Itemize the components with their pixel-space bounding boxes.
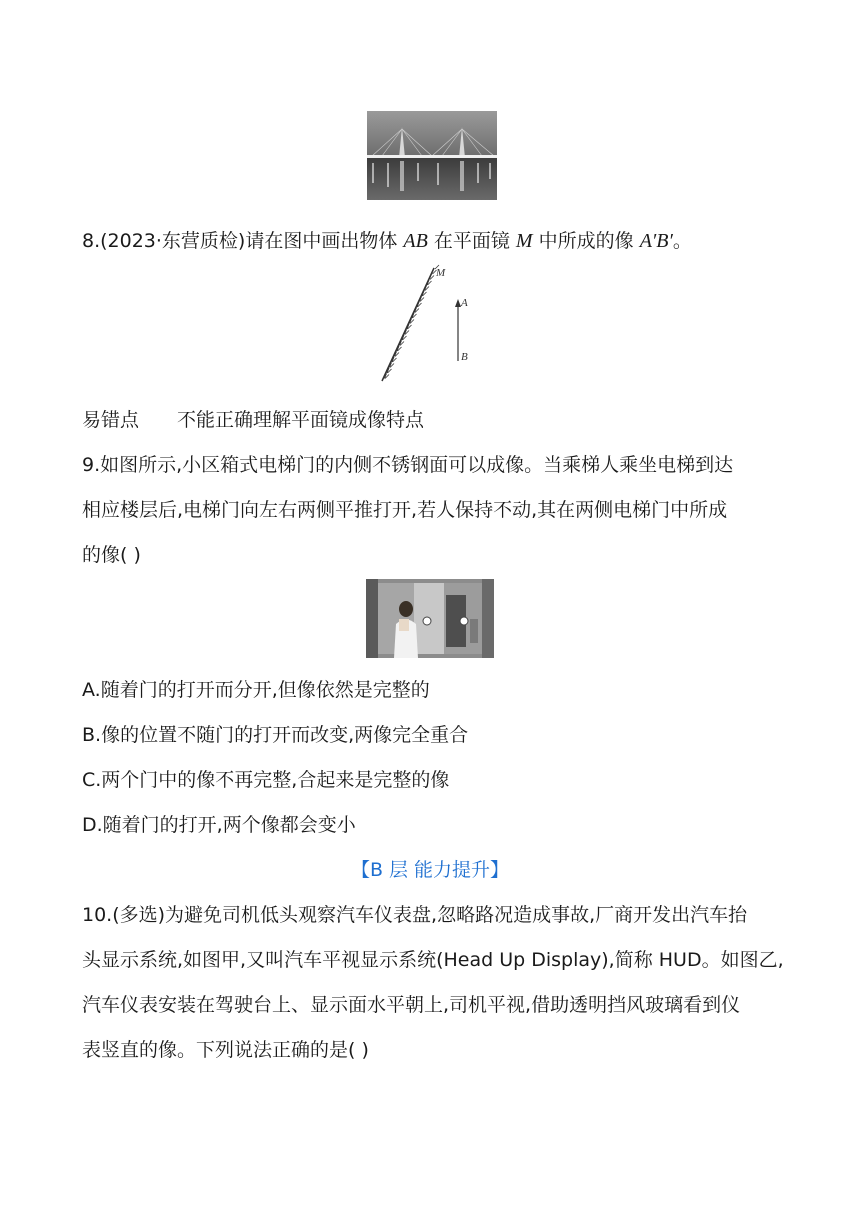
q8-image-ab: A′B′ [639, 230, 673, 252]
option-c: C.两个门中的像不再完整,合起来是完整的像 [82, 769, 450, 791]
question-10-line-1: 10.(多选)为避免司机低头观察汽车仪表盘,忽略路况造成事故,厂商开发出汽车抬 [82, 904, 748, 926]
q8-text-mid2: 中所成的像 [532, 230, 640, 252]
bridge-night-photo [367, 111, 497, 200]
q8-text-mid: 在平面镜 [427, 230, 516, 252]
q8-mirror-m: M [515, 230, 533, 252]
question-8 [82, 229, 692, 253]
option-a: A.随着门的打开而分开,但像依然是完整的 [82, 679, 430, 701]
error-point [82, 408, 424, 432]
elevator-photo [366, 579, 494, 658]
question-9-line-2: 相应楼层后,电梯门向左右两侧平推打开,若人保持不动,其在两侧电梯门中所成 [82, 499, 728, 521]
question-9-line-3: 的像( ) [82, 544, 141, 566]
question-10-line-2: 头显示系统,如图甲,又叫汽车平视显示系统(Head Up Display),简称 HUD。如图乙, [82, 949, 784, 971]
question-10-line-4: 表竖直的像。下列说法正确的是( ) [82, 1039, 369, 1061]
point-label-a: A [461, 297, 468, 309]
q8-text-suffix: 。 [672, 230, 692, 252]
mirror-figure [372, 263, 482, 387]
error-point-tag: 易错点 [82, 409, 140, 431]
question-9-line-1: 9.如图所示,小区箱式电梯门的内侧不锈钢面可以成像。当乘梯人乘坐电梯到达 [82, 454, 734, 476]
point-label-b: B [461, 351, 468, 363]
mirror-label-m: M [436, 267, 446, 279]
error-point-text: 不能正确理解平面镜成像特点 [177, 409, 425, 431]
q8-object-ab: AB [403, 230, 428, 252]
option-d: D.随着门的打开,两个像都会变小 [82, 814, 356, 836]
section-b-heading: 【B 层 能力提升】 [350, 859, 510, 881]
question-10-line-3: 汽车仪表安装在驾驶台上、显示面水平朝上,司机平视,借助透明挡风玻璃看到仪 [82, 994, 741, 1016]
q8-text-prefix: 8.(2023·东营质检)请在图中画出物体 [82, 230, 404, 252]
option-b: B.像的位置不随门的打开而改变,两像完全重合 [82, 724, 469, 746]
